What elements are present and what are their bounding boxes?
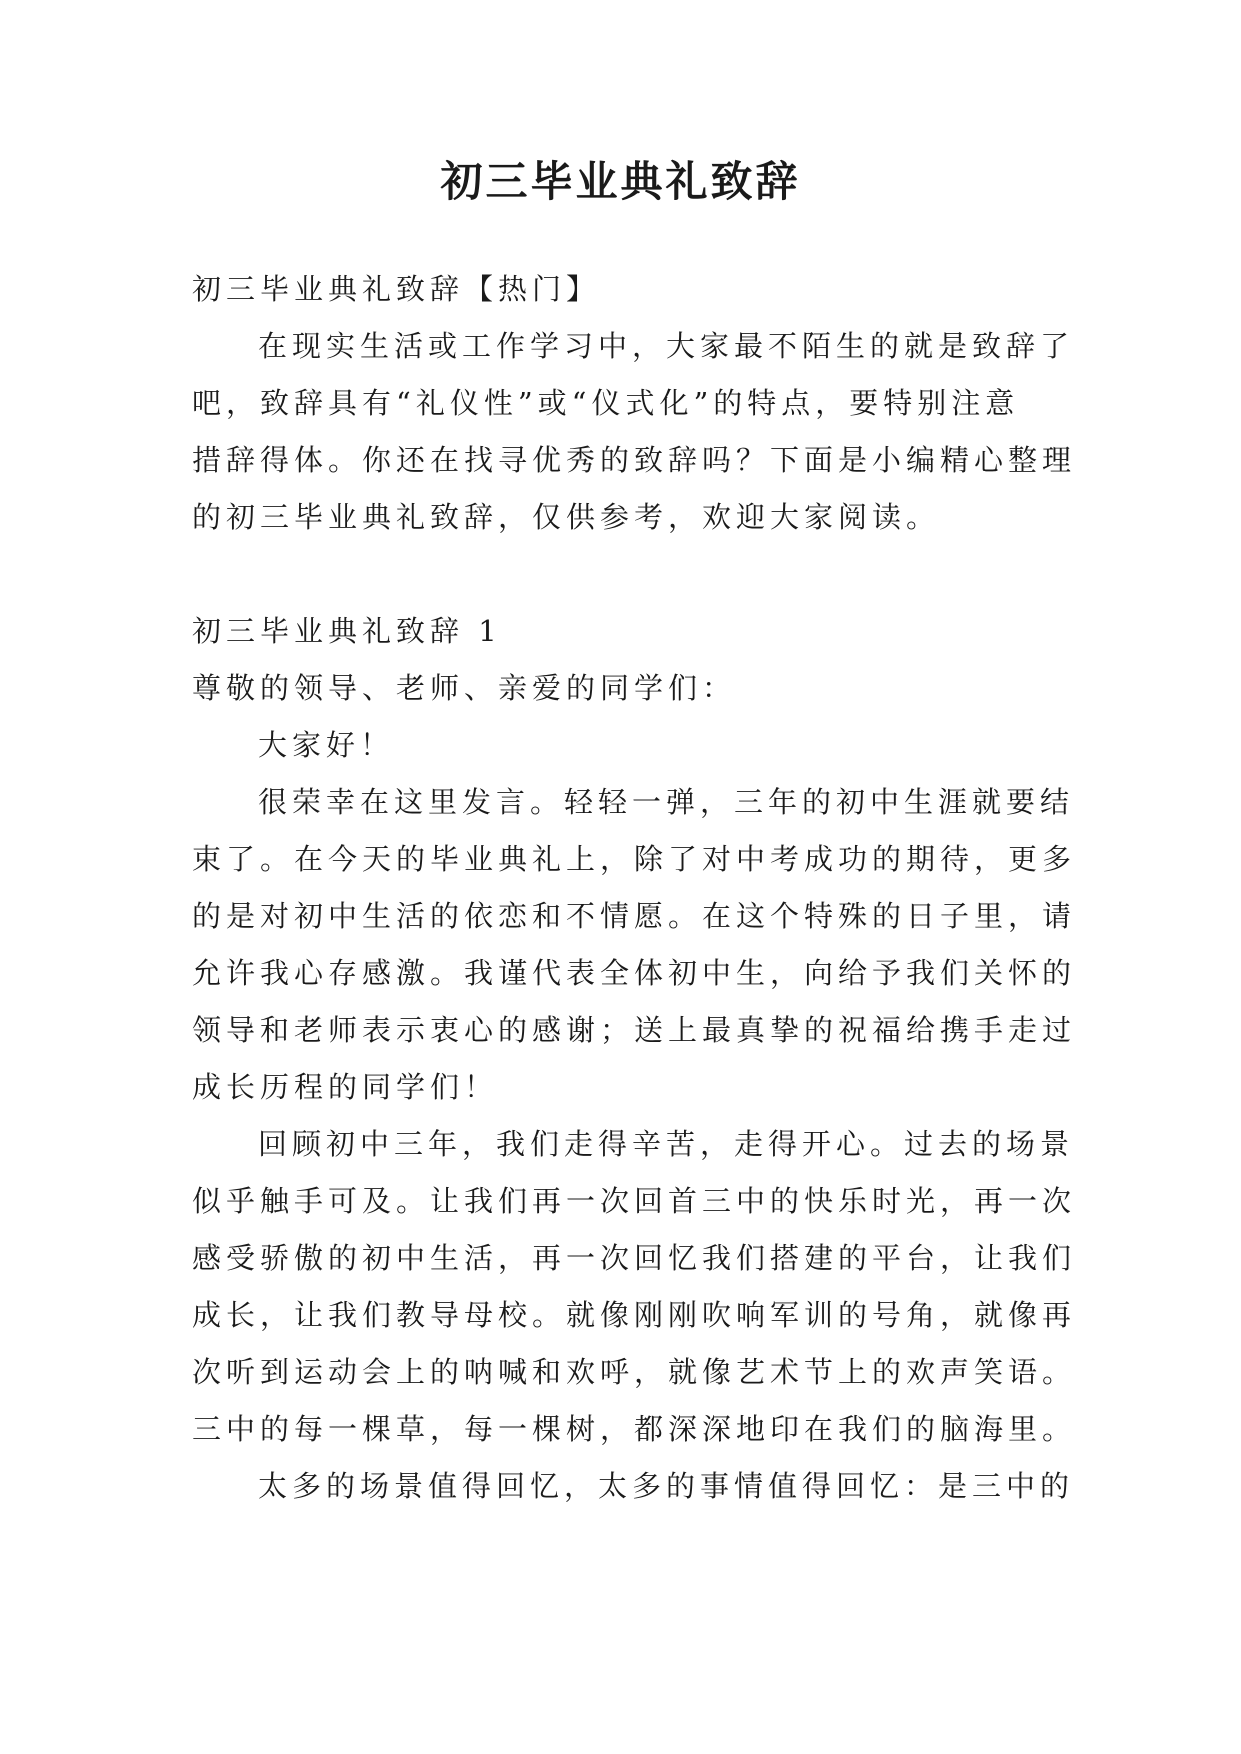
intro-line: 的初三毕业典礼致辞，仅供参考，欢迎大家阅读。 [192, 500, 941, 534]
paragraph-line: 允许我心存感激。我谨代表全体初中生，向给予我们关怀的 [192, 956, 1077, 990]
paragraph-line: 太多的场景值得回忆，太多的事情值得回忆：是三中的 [258, 1469, 1075, 1503]
document-title: 初三毕业典礼致辞 [440, 157, 801, 206]
blank-line [192, 546, 1072, 603]
paragraph-line: 成长，让我们教导母校。就像刚刚吹响军训的号角，就像再 [192, 1298, 1077, 1332]
paragraph-line: 次听到运动会上的呐喊和欢呼，就像艺术节上的欢声笑语。 [192, 1355, 1077, 1389]
paragraph-line: 领导和老师表示衷心的感谢；送上最真挚的祝福给携手走过 [192, 1013, 1077, 1047]
intro-line: 吧，致辞具有“礼仪性”或“仪式化”的特点，要特别注意 [192, 386, 1020, 420]
section-heading: 初三毕业典礼致辞 1 [192, 614, 502, 648]
paragraph-line: 三中的每一棵草，每一棵树，都深深地印在我们的脑海里。 [192, 1412, 1077, 1446]
paragraph-line: 似乎触手可及。让我们再一次回首三中的快乐时光，再一次 [192, 1184, 1077, 1218]
paragraph-line: 的是对初中生活的依恋和不情愿。在这个特殊的日子里，请 [192, 899, 1077, 933]
intro-line: 在现实生活或工作学习中，大家最不陌生的就是致辞了 [258, 329, 1075, 363]
paragraph-line: 成长历程的同学们！ [192, 1070, 499, 1104]
greeting: 大家好！ [258, 728, 395, 762]
paragraph-line: 感受骄傲的初中生活，再一次回忆我们搭建的平台，让我们 [192, 1241, 1077, 1275]
paragraph-line: 很荣幸在这里发言。轻轻一弹，三年的初中生涯就要结 [258, 785, 1075, 819]
paragraph-line: 束了。在今天的毕业典礼上，除了对中考成功的期待，更多 [192, 842, 1077, 876]
document-body [192, 261, 1077, 1515]
intro-line: 措辞得体。你还在找寻优秀的致辞吗？下面是小编精心整理 [192, 443, 1077, 477]
document-subtitle: 初三毕业典礼致辞【热门】 [192, 272, 601, 306]
paragraph-line: 回顾初中三年，我们走得辛苦，走得开心。过去的场景 [258, 1127, 1075, 1161]
salutation: 尊敬的领导、老师、亲爱的同学们： [192, 671, 737, 705]
